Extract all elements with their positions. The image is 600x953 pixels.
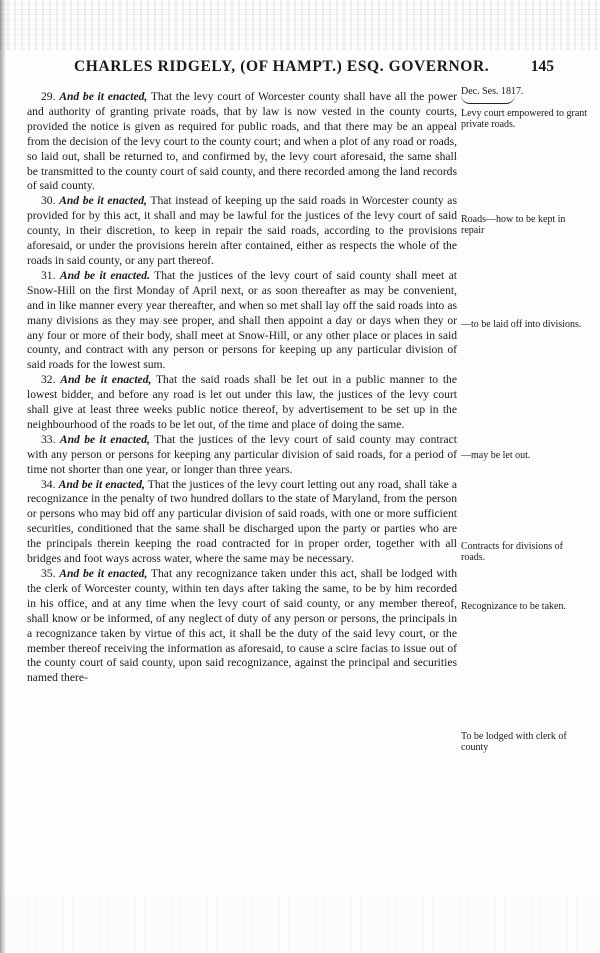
section-29 — [27, 90, 457, 194]
section-number: 33. — [41, 432, 56, 446]
section-32 — [27, 373, 457, 433]
enacting-clause: And be it enacted, — [59, 567, 148, 580]
scan-noise-bottom — [0, 893, 600, 953]
body-text — [27, 90, 457, 686]
enacting-clause: And be it enacted, — [59, 432, 150, 446]
section-text: That the said roads shall be let out in a public manner to the lowest bidder, and before any road is let out under this law, the justices of the levy court shall give at least three weeks public notice thereof, by advertisement to be set up in the neighbourhood of the roads to be let out, of the time and place of doing the same. — [27, 373, 457, 431]
scan-page-edge — [0, 0, 6, 953]
section-text: That the justices of the levy court of said county shall meet at Snow-Hill on the first Monday of April next, or as soon thereafter as may be convenient, and in like manner every year thereafter, and when so met shall lay off the said roads into as many divisions as they may see proper, and shall then appoint a day or days when they or any four or more of their body, shall meet at Snow-Hill, or any other place or places in said county, and contract with any person or persons for keeping up any particular division of said roads for the lowest sum. — [27, 268, 457, 372]
section-30 — [27, 194, 457, 269]
section-text: That the justices of the levy court of said county may contract with any person or persons for keeping any particular division of said roads, for a period of time not shorter than one year, or longer than three years. — [27, 432, 457, 476]
enacting-clause: And be it enacted, — [58, 477, 145, 491]
margin-note-lodged: To be lodged with clerk of county — [461, 731, 567, 754]
brace-mark — [461, 95, 515, 104]
section-number: 31. — [41, 268, 56, 282]
section-35 — [27, 567, 457, 686]
section-number: 29. — [41, 90, 56, 103]
section-34 — [27, 478, 457, 567]
section-text: That the levy court of Worcester county shall have all the power and authority of granting private roads, that by law is now vested in the county courts, provided the notice is given as required for public roads, and that there may be an appeal from the decision of the levy court to the county court; and when a plot of any road or roads, so laid out, shall be returned to, and confirmed by, the levy court aforesaid, the same shall be transmitted to the county court of said county, and there recorded among the land records of said county. — [27, 90, 457, 193]
margin-note-let-out: —may be let out. — [461, 450, 531, 461]
section-text: That instead of keeping up the said roads in Worcester county as provided for by this act, it shall and may be lawful for the justices of the levy court of said county, in their discretion, to keep in repair the said roads, according to the provisions aforesaid, or under the provisions herein after contained, either as respects the whole of the roads in said county, or any part thereof. — [27, 194, 457, 267]
enacting-clause: And be it enacted, — [59, 194, 147, 208]
margin-note-contracts: Contracts for divisions of roads. — [461, 541, 563, 564]
section-text: That any recognizance taken under this act, shall be lodged with the clerk of Worcester county, within ten days after taking the same, to be by him recorded in his office, and at any time when the levy court of said county, or any member thereof, shall know or be informed, of any neglect of duty of any person or persons, the principals in a recognizance taken by virtue of this act, it shall be the duty of the said levy court, or the member thereof receiving the information as aforesaid, to cause a scire facias to issue out of the county court of said county, upon said recognizance, against the principal and securities named there- — [27, 567, 457, 685]
margin-note-recognizance: Recognizance to be taken. — [461, 601, 566, 612]
enacting-clause: And be it enacted, — [60, 373, 152, 387]
section-number: 30. — [41, 194, 56, 208]
margin-note-repair: Roads—how to be kept in repair — [461, 214, 566, 237]
page-header — [74, 58, 554, 80]
section-number: 32. — [41, 373, 56, 387]
running-head: CHARLES RIDGELY, (OF HAMPT.) ESQ. GOVERNOR. — [74, 58, 490, 75]
margin-note-session: Dec. Ses. 1817. — [461, 86, 524, 97]
margin-note-divisions: —to be laid off into divisions. — [461, 319, 582, 330]
enacting-clause: And be it enacted. — [59, 268, 150, 282]
section-number: 34. — [41, 477, 56, 491]
page-number: 145 — [530, 58, 554, 75]
section-31 — [27, 269, 457, 373]
margin-note-levy-court: Levy court empowered to grant private roads. — [461, 100, 589, 130]
scan-noise-top — [0, 0, 600, 50]
section-number: 35. — [41, 567, 56, 580]
section-text: That the justices of the levy court letting out any road, shall take a recognizance in the penalty of two hundred dollars to the state of Maryland, from the person or persons who may bid off any particular division of said roads, with one or more sufficient securities, conditioned that the same shall be discharged upon the party or parties who are the principals therein keeping the road contracted for in proper order, together with all bridges and foot ways across water, where the same may be necessary. — [27, 477, 457, 566]
enacting-clause: And be it enacted, — [59, 90, 148, 103]
section-33 — [27, 433, 457, 478]
